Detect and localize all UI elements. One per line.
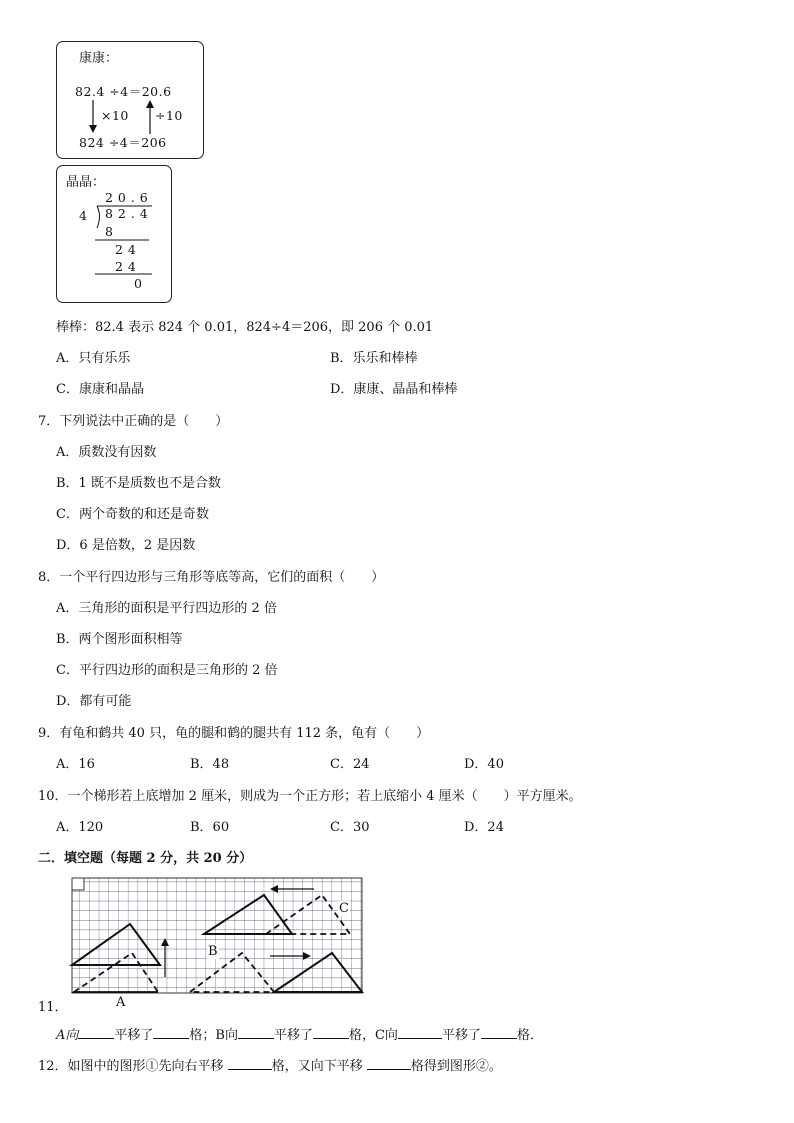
division-step2: 2 4 [115, 242, 137, 257]
q6-option-b: B．乐乐和棒棒 [330, 351, 418, 366]
q12-line [38, 1055, 502, 1074]
q12-blank-1[interactable] [228, 1057, 272, 1070]
q9-option-c: C．24 [330, 757, 370, 772]
q8-option-c: C．平行四边形的面积是三角形的 2 倍 [56, 663, 278, 678]
q12-text-3: 格得到图形②。 [410, 1059, 502, 1074]
q10-stem: 10．一个梯形若上底增加 2 厘米，则成为一个正方形；若上底缩小 4 厘米（ ）平方厘米。 [38, 789, 582, 804]
q9-option-b: B．48 [190, 757, 230, 772]
q6-option-a: A．只有乐乐 [56, 351, 131, 366]
division-step3: 2 4 [115, 259, 137, 274]
division-divisor: 4 [79, 208, 88, 223]
q12-text-2: 格，又向下平移 [271, 1059, 363, 1074]
jingjing-name: 晶晶： [66, 175, 106, 190]
q11-blank-5[interactable] [398, 1026, 442, 1039]
kangkang-op-left: ×10 [101, 108, 129, 123]
q7-option-d: D．6 是倍数，2 是因数 [56, 538, 196, 553]
q11-text-6: 平移了 [441, 1028, 481, 1043]
q8-option-b: B．两个图形面积相等 [56, 632, 183, 647]
q11-answer-line [56, 1024, 543, 1043]
bangbang-text: 棒棒：82.4 表示 824 个 0.01，824÷4＝206，即 206 个 0.01 [56, 320, 434, 335]
q6-option-c: C．康康和晶晶 [56, 382, 144, 397]
q11-blank-4[interactable] [313, 1026, 349, 1039]
q7-option-c: C．两个奇数的和还是奇数 [56, 507, 209, 522]
q11-text-7: 格． [516, 1028, 543, 1043]
q10-option-d: D．24 [464, 820, 504, 835]
figure-label-b: B [208, 944, 218, 959]
q7-stem: 7．下列说法中正确的是（ ） [38, 414, 229, 429]
kangkang-op-right: ÷10 [155, 108, 183, 123]
division-remainder: 0 [134, 276, 143, 291]
figure-label-a: A [116, 995, 126, 1010]
division-quotient: 2 0 . 6 [105, 190, 149, 205]
q8-stem: 8．一个平行四边形与三角形等底等高，它们的面积（ ） [38, 570, 385, 585]
q11-number: 11． [38, 1000, 68, 1015]
q9-stem: 9．有龟和鹤共 40 只，龟的腿和鹤的腿共有 112 条，龟有（ ） [38, 726, 430, 741]
q10-option-a: A．120 [56, 820, 104, 835]
kangkang-line1: 82.4 ÷4＝20.6 [75, 84, 172, 99]
division-dividend: 8 2 . 4 [105, 206, 149, 221]
kangkang-name: 康康： [79, 51, 119, 66]
q10-option-b: B．60 [190, 820, 230, 835]
q12-text-1: 12．如图中的图形①先向右平移 [38, 1059, 224, 1074]
q8-option-a: A．三角形的面积是平行四边形的 2 倍 [56, 601, 277, 616]
q11-text-4: 平移了 [273, 1028, 313, 1043]
q6-option-d: D．康康、晶晶和棒棒 [330, 382, 458, 397]
division-bracket [57, 166, 171, 302]
q7-option-b: B．1 既不是质数也不是合数 [56, 476, 221, 491]
jingjing-box [56, 165, 172, 303]
division-step1: 8 [105, 224, 114, 239]
q11-blank-2[interactable] [153, 1026, 189, 1039]
translation-grid-figure [60, 872, 370, 1007]
kangkang-box [56, 41, 204, 159]
q11-blank-1[interactable] [78, 1026, 114, 1039]
q11-text-5: 格，C向 [348, 1028, 398, 1043]
q12-blank-2[interactable] [367, 1057, 411, 1070]
q11-blank-3[interactable] [238, 1026, 274, 1039]
kangkang-line2: 824 ÷4＝206 [79, 135, 167, 150]
q11-text-3: 格；B向 [189, 1028, 238, 1043]
q9-option-a: A．16 [56, 757, 95, 772]
q11-text-2: 平移了 [114, 1028, 154, 1043]
q11-blank-6[interactable] [481, 1026, 517, 1039]
q9-option-d: D．40 [464, 757, 504, 772]
q7-option-a: A．质数没有因数 [56, 445, 157, 460]
q8-option-d: D．都有可能 [56, 694, 132, 709]
figure-label-c: C [339, 901, 349, 916]
q10-option-c: C．30 [330, 820, 370, 835]
section-heading: 二．填空题（每题 2 分，共 20 分） [38, 851, 253, 866]
q11-text-1: A向 [56, 1028, 79, 1043]
